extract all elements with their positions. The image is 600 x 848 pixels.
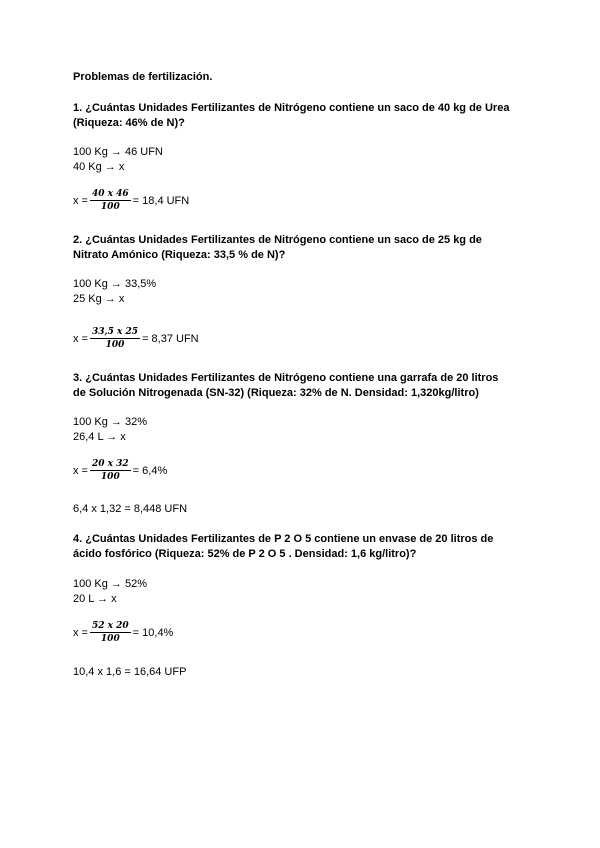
equation-prefix: x =	[73, 464, 88, 477]
problem-4-step-2: 20 L → x	[73, 593, 117, 605]
equation-prefix: x =	[73, 332, 88, 345]
equation-fraction	[90, 621, 131, 644]
problem-4-question-line-1: 4. ¿Cuántas Unidades Fertilizantes de P 2 O 5 contiene un envase de 20 litros de	[73, 533, 494, 545]
equation-fraction	[90, 459, 131, 482]
problem-2-question-line-1: 2. ¿Cuántas Unidades Fertilizantes de Nitrógeno contiene un saco de 25 kg de	[73, 234, 482, 246]
problem-1-equation	[73, 189, 189, 212]
equation-numerator: 20 x 32	[91, 459, 129, 469]
equation-denominator: 100	[105, 340, 125, 350]
problem-1-question-line-2: (Riqueza: 46% de N)?	[73, 117, 185, 129]
equation-fraction	[90, 189, 131, 212]
equation-result: = 6,4%	[132, 464, 168, 477]
problem-4-step-1: 100 Kg → 52%	[73, 578, 147, 590]
equation-denominator: 100	[100, 472, 120, 482]
equation-result: = 18,4 UFN	[132, 194, 190, 207]
problem-2-step-1: 100 Kg → 33,5%	[73, 278, 157, 290]
equation-numerator: 52 x 20	[91, 621, 129, 631]
problem-4-equation	[73, 621, 173, 644]
equation-result: = 8,37 UFN	[142, 332, 199, 345]
problem-3-step-1: 100 Kg → 32%	[73, 416, 147, 428]
problem-3-equation	[73, 459, 167, 482]
equation-prefix: x =	[73, 194, 88, 207]
problem-1-step-2: 40 Kg → x	[73, 161, 125, 173]
equation-numerator: 33,5 x 25	[91, 327, 139, 337]
problem-2-equation	[73, 327, 199, 350]
problem-4-final: 10,4 x 1,6 = 16,64 UFP	[73, 666, 187, 678]
equation-denominator: 100	[100, 634, 120, 644]
problem-2-question-line-2: Nitrato Amónico (Riqueza: 33,5 % de N)?	[73, 249, 286, 261]
problem-1-question-line-1: 1. ¿Cuántas Unidades Fertilizantes de Nitrógeno contiene un saco de 40 kg de Urea	[73, 102, 510, 114]
equation-prefix: x =	[73, 626, 88, 639]
problem-1-step-1: 100 Kg → 46 UFN	[73, 146, 163, 158]
equation-numerator: 40 x 46	[91, 189, 129, 199]
problem-3-question-line-1: 3. ¿Cuántas Unidades Fertilizantes de Nitrógeno contiene una garrafa de 20 litros	[73, 372, 499, 384]
equation-denominator: 100	[100, 202, 120, 212]
document-title: Problemas de fertilización.	[73, 71, 213, 83]
problem-3-final: 6,4 x 1,32 = 8,448 UFN	[73, 503, 188, 515]
problem-3-step-2: 26,4 L → x	[73, 431, 126, 443]
problem-4-question-line-2: ácido fosfórico (Riqueza: 52% de P 2 O 5 . Densidad: 1,6 kg/litro)?	[73, 548, 417, 560]
problem-2-step-2: 25 Kg → x	[73, 293, 125, 305]
problem-3-question-line-2: de Solución Nitrogenada (SN-32) (Riqueza: 32% de N. Densidad: 1,320kg/litro)	[73, 387, 479, 399]
equation-fraction	[90, 327, 140, 350]
equation-result: = 10,4%	[132, 626, 174, 639]
